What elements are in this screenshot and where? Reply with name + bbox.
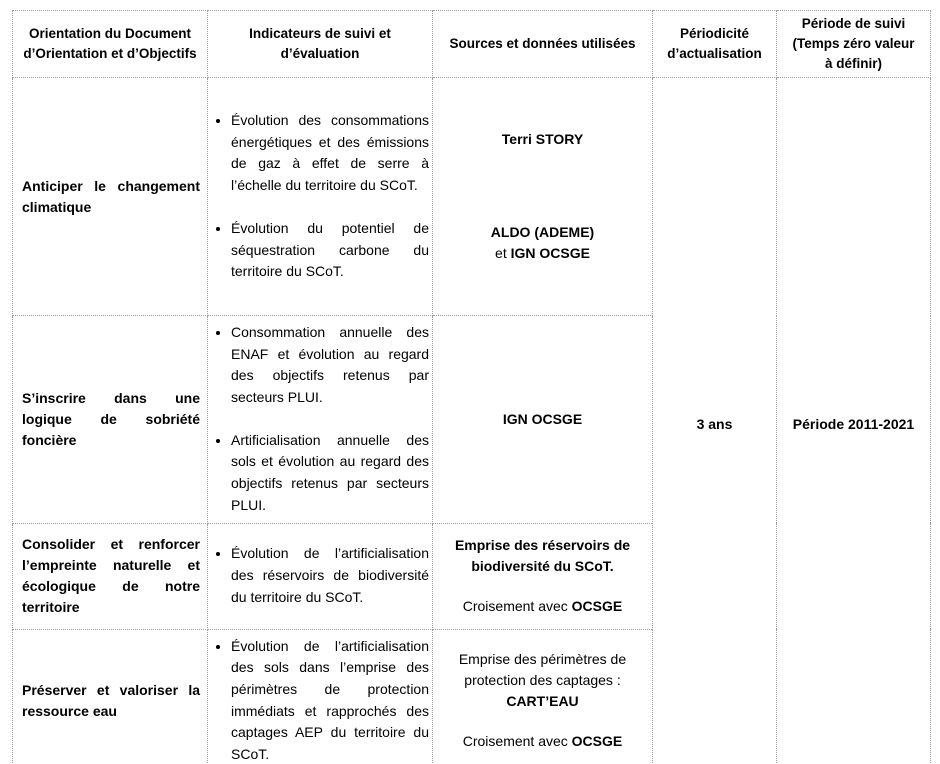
indicator-list [214,543,429,608]
source-secondary-line1: ALDO (ADEME) [490,224,595,240]
periodicity-cell: 3 ans [653,78,777,764]
orientation-cell: Anticiper le changement climatique [13,78,208,316]
indicator-item: • Consommation annuelle des ENAF et évolution au regard des objectifs retenus par secteurs PLUI. [231,322,429,409]
indicator-list [214,636,429,764]
source-crossing [441,596,644,617]
source-crossing-name: OCSGE [571,733,623,750]
table-row [13,78,931,316]
sources-cell [433,78,653,316]
header-cell-sources: Sources et données utilisées [433,11,653,78]
indicator-item: • Artificialisation annuelle des sols et évolution au regard des objectifs retenus par secteurs PLUI. [231,430,429,517]
source-crossing-name: OCSGE [571,598,623,614]
source-primary: Terri STORY [501,131,584,147]
indicators-cell [208,629,433,764]
source-primary-name: CART’EAU [506,693,579,710]
indicators-cell [208,523,433,629]
orientation-cell: Consolider et renforcer l’empreinte naturelle et écologique de notre territoire [13,523,208,629]
indicator-item: • Évolution du potentiel de séquestration carbone du territoire du SCoT. [231,218,429,283]
indicator-list [214,110,429,283]
header-row [13,11,931,78]
header-cell-orientation: Orientation du Document d’Orientation et d’Objectifs [13,11,208,78]
header-cell-periodicity: Périodicité d’actualisation [653,11,777,78]
sources-cell [433,523,653,629]
indicator-item: • Évolution de l’artificialisation des réservoirs de biodiversité du territoire du SCoT. [231,543,429,608]
header-cell-indicators: Indicateurs de suivi et d’évaluation [208,11,433,78]
sources-cell [433,629,653,764]
orientation-cell: Préserver et valoriser la ressource eau [13,629,208,764]
source-crossing [441,731,644,752]
period-cell: Période 2011-2021 [777,78,931,764]
source-secondary-line2-prefix: et [495,245,507,261]
sources-cell [433,316,653,524]
indicators-cell [208,78,433,316]
source-secondary [441,222,644,264]
orientation-cell: S’inscrire dans une logique de sobriété foncière [13,316,208,524]
indicator-list [214,322,429,517]
source-primary: Emprise des réservoirs de biodiversité du SCoT. [454,537,631,574]
monitoring-indicators-table [12,10,931,764]
source-crossing-prefix: Croisement avec [462,598,568,614]
source-crossing-prefix: Croisement avec [462,733,568,750]
indicators-cell [208,316,433,524]
indicator-item: • Évolution de l’artificialisation des sols dans l’emprise des périmètres de protection immédiats et rapprochés des captages AEP du territoire du SCoT. [231,636,429,764]
indicator-item: • Évolution des consommations énergétiques et des émissions de gaz à effet de serre à l’échelle du territoire du SCoT. [231,110,429,197]
source-primary: IGN OCSGE [502,410,583,427]
source-secondary-line2-name: IGN OCSGE [510,245,590,261]
source-primary-label: Emprise des périmètres de protection des captages : [458,651,627,689]
header-cell-period: Période de suivi (Temps zéro valeur à définir) [777,11,931,78]
